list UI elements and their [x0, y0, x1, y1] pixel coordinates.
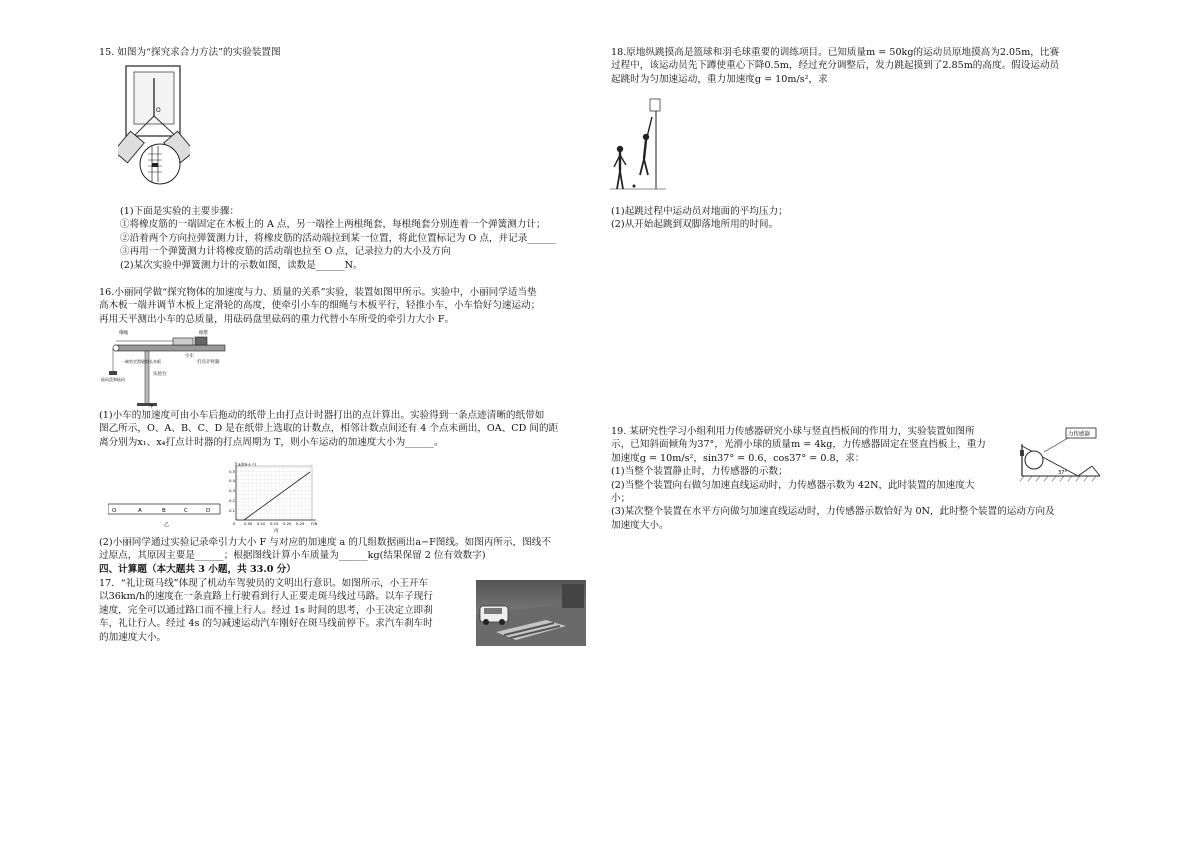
tape-point-b: B — [162, 508, 166, 514]
q16-af-graph — [222, 460, 322, 534]
q16-intro-2: 高木板一端并调节木板上定滑轮的高度，使牵引小车的细绳与木板平行，轻推小车，小车恰好匀速运动； — [99, 300, 541, 312]
graph-xtick-2: 0.05 — [244, 521, 253, 526]
q16-part2 — [99, 536, 594, 576]
q19-line-1: 19. 某研究性学习小组利用力传感器研究小球与竖直挡板间的作用力，实验装置如图所 — [611, 426, 975, 437]
q15-line-2: ①将橡皮筋的一端固定在木板上的 A 点，另一端拴上两根绳套，每根绳套分别连着一个弹簧测力计； — [120, 219, 546, 231]
tape-label-yi: 乙 — [164, 522, 170, 528]
q15-line-1: (1)下面是实验的主要步骤： — [120, 206, 240, 217]
q18-line-2: 过程中，该运动员先下蹲使重心下降0.5m，经过充分调整后，发力跳起摸到了2.85m的高度。假设运动员 — [611, 60, 1060, 72]
section-4-heading: 四、计算题（本大题共 3 小题，共 33.0 分） — [99, 563, 296, 575]
q15-line-3: ②沿着两个方向拉弹簧测力计，将橡皮筋的活动端拉到某一位置，将此位置标记为 O 点，并记录______ — [120, 232, 557, 244]
q18-text — [611, 46, 1106, 86]
q16-part2-line-1: (2)小丽同学通过实验记录牵引力大小 F 与对应的加速度 a 的几组数据画出a−F图线。如图丙所示，图线不 — [99, 537, 551, 548]
graph-xtick-4: 0.15 — [270, 521, 279, 526]
q16-part1 — [99, 409, 594, 449]
tape-point-o: O — [112, 508, 117, 514]
q16-part1-line-2: 图乙所示，O、A、B、C、D 是在纸带上选取的计数点，相邻计数点间还有 4 个点未画出，OA、CD 间的距 — [99, 423, 559, 435]
q19-question-1: (1)当整个装置静止时，力传感器的示数； — [611, 466, 788, 478]
graph-ytick-3: 0.3 — [229, 488, 236, 493]
graph-xtick-6: 0.25 — [296, 521, 305, 526]
q19-line-2: 示，已知斜面倾角为37°，光滑小球的质量m = 4kg，力传感器固定在竖直挡板上，重力 — [611, 439, 986, 451]
q15-text — [120, 205, 600, 272]
graph-ytick-2: 0.4 — [229, 478, 236, 483]
q16-part2-line-2: 过原点，其原因主要是______；根据图线计算小车质量为______kg(结果保留 2 位有效数字) — [99, 550, 486, 562]
q16-intro-3: 再用天平测出小车的总质量，用砝码盘里砝码的重力代替小车所受的牵引力大小 F。 — [99, 313, 455, 325]
q17-line-4: 车，礼让行人。经过 4s 的匀减速运动汽车刚好在斑马线前停下。求汽车刹车时 — [99, 618, 433, 630]
q18-line-3: 起跳时为匀加速运动，重力加速度g = 10m/s²，求 — [611, 73, 828, 85]
q17-line-5: 的加速度大小。 — [99, 631, 167, 643]
q16-part1-line-1: (1)小车的加速度可由小车后拖动的纸带上由打点计时器打出的点计算出。实验得到一条点迹清晰的纸带如 — [99, 410, 545, 421]
q17-line-2: 以36km/h的速度在一条直路上行驶看到行人正要走斑马线过马路。以车子现行 — [99, 591, 433, 603]
q17-street-photo — [476, 580, 586, 646]
graph-xtick-5: 0.20 — [283, 521, 292, 526]
q19-angle-label: 37° — [1058, 470, 1067, 476]
q15-line-4: ③再用一个弹簧测力计将橡皮筋的活动端也拉至 O 点，记录拉力的大小及方向 — [120, 246, 451, 258]
tape-point-a: A — [138, 508, 142, 514]
q18-question-2: (2)从开始起跳到双脚落地所用的时间。 — [611, 219, 779, 231]
tape-point-d: D — [206, 508, 211, 514]
q15-line-5: (2)某次实验中弹簧测力计的示数如图，读数是______N。 — [120, 259, 363, 271]
graph-xtick-1: 0 — [233, 521, 236, 526]
q15-apparatus-figure — [118, 64, 190, 188]
graph-xtick-3: 0.10 — [257, 521, 266, 526]
q16-part1-line-3: 离分别为x₁、x₄打点计时器的打点周期为 T，则小车运动的加速度大小为______。 — [99, 436, 444, 448]
q18-questions — [611, 205, 1106, 232]
q19-sensor-label: 力传感器 — [1068, 431, 1091, 438]
graph-ylabel: a/(m·s⁻²) — [238, 462, 256, 467]
q16-intro-1: 16.小丽同学做“探究物体的加速度与力、质量的关系”实验，装置如图甲所示。实验中，小丽同学适当垫 — [99, 287, 537, 298]
q19-question-3-cont: 加速度大小。 — [611, 519, 669, 531]
q16-label-timer: 打点计时器 — [197, 360, 220, 365]
q16-label-board: 一端有定滑轮的长木板 — [121, 359, 161, 364]
q18-question-1: (1)起跳过程中运动员对地面的平均压力； — [611, 206, 788, 217]
graph-ytick-5: 0.1 — [229, 508, 236, 513]
q17-line-3: 速度，完全可以通过路口而不撞上行人。经过 1s 时间的思考，小王决定立即刹 — [99, 604, 433, 616]
q16-label-tape: 纸带 — [199, 331, 208, 336]
graph-xlabel: F/N — [311, 521, 318, 526]
q18-line-1: 18.原地纵跳摸高是篮球和羽毛球重要的训练项目。已知质量m = 50kg的运动员原地摸高为2.05m，比赛 — [611, 47, 1060, 58]
q17-text — [99, 577, 479, 644]
q16-label-jia: 甲 — [149, 405, 154, 409]
q19-incline-figure — [1018, 426, 1102, 486]
q19-question-3: (3)某次整个装置在水平方向做匀加速直线运动时，力传感器示数恰好为 0N，此时整个装置的运动方向及 — [611, 506, 1055, 518]
q16-intro — [99, 286, 594, 326]
q16-apparatus-figure — [101, 327, 231, 409]
q16-paper-tape-figure — [108, 498, 224, 528]
graph-ytick-1: 0.5 — [229, 469, 236, 474]
graph-ytick-4: 0.2 — [229, 498, 236, 503]
left-column — [99, 46, 594, 59]
q15-title: 15. 如图为“探究求合力方法”的实验装置图 — [99, 47, 281, 58]
q15-point-o-label: O — [156, 107, 161, 114]
q18-jump-figure — [610, 97, 666, 193]
q16-label-table: 实验台 — [153, 372, 167, 377]
q19-text — [611, 425, 1055, 532]
q16-label-cart: 小车 — [185, 354, 194, 359]
q17-line-1: 17．“礼让斑马线”体现了机动车驾驶员的文明出行意识。如图所示，小王开车 — [99, 578, 429, 589]
tape-point-c: C — [184, 508, 188, 514]
q19-question-2-cont: 小； — [611, 493, 631, 505]
graph-label-bing: 丙 — [274, 529, 279, 534]
q19-question-2: (2)当整个装置向右做匀加速直线运动时，力传感器示数为 42N，此时装置的加速度大 — [611, 479, 975, 491]
q16-label-weights: 砝码盘和砝码 — [101, 377, 125, 382]
q19-line-3: 加速度g = 10m/s²，sin37° = 0.6，cos37° = 0.8，求： — [611, 452, 865, 464]
q16-label-rope: 细绳 — [119, 331, 128, 336]
